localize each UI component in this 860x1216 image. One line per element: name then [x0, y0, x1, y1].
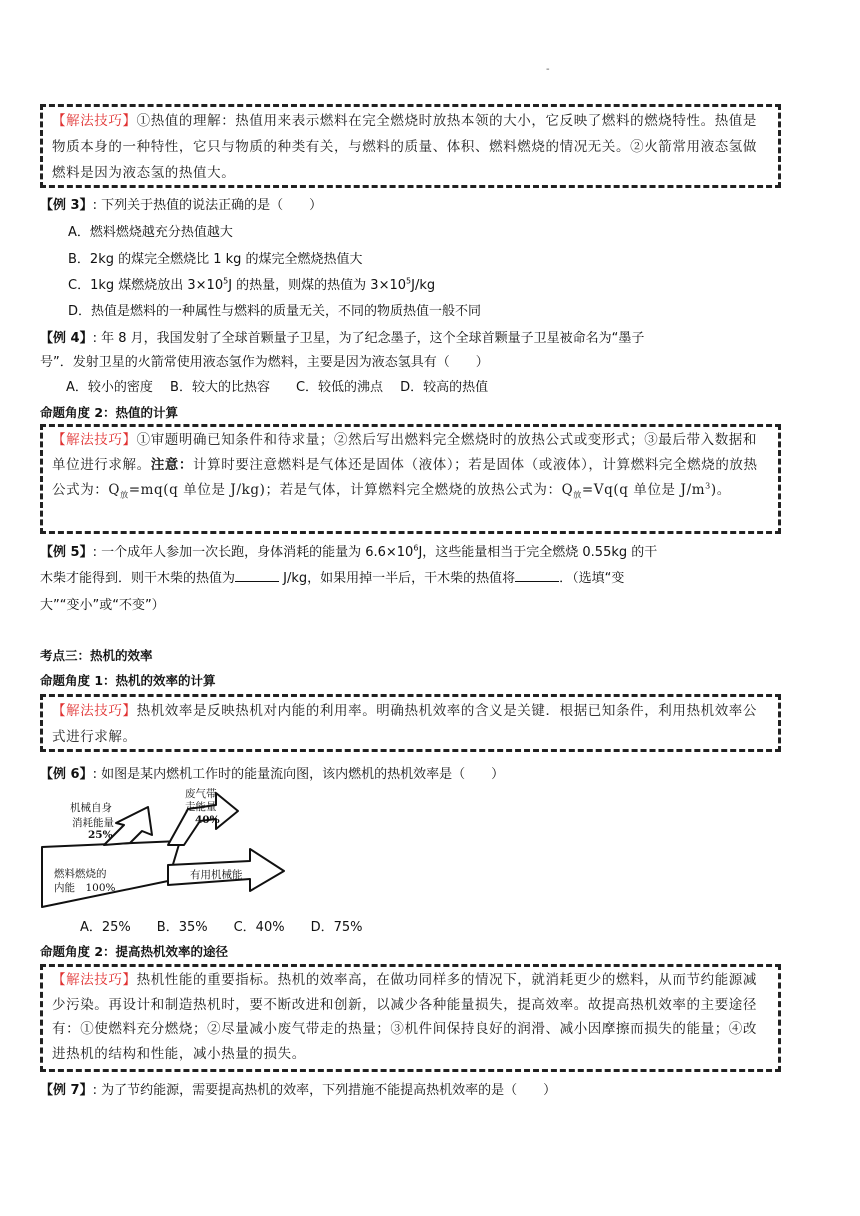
energy-exponent: 6: [413, 543, 419, 553]
self-label-2: 消耗能量: [72, 817, 114, 829]
option-c-sup: 5: [223, 276, 229, 286]
example-5-text-2a: 木柴才能得到．则干木柴的热值为: [40, 571, 236, 586]
header-mark: -: [546, 64, 550, 75]
useful-label: 有用机械能: [190, 869, 243, 881]
tip-body-5: )。: [710, 482, 731, 498]
example-4-line-1: [40, 327, 644, 346]
exhaust-label-2: 走能量: [185, 801, 217, 813]
example-5-text-1b: J，这些能量相当于完全燃烧 0.55kg 的干: [418, 545, 658, 560]
option-c-mid: J 的热量，则煤的热值为 3×10: [228, 278, 407, 293]
example-4-options: A．较小的密度 B．较大的比热容 C．较低的沸点 D．较高的热值: [66, 380, 489, 395]
example-3-option-c: [68, 274, 435, 293]
tip-body: ①热值的理解：热值用来表示燃料在完全燃烧时放热本领的大小，它反映了燃料的燃烧特性。热值是物质本身的一种特性，它只与物质的种类有关，与燃料的质量、体积、燃料燃烧的情况无关。②火箭常用液态氢做燃料是因为液态氢的热值大。: [52, 113, 758, 181]
example-label: 【例 6】: [40, 767, 93, 782]
example-6-options: A．25% B．35% C．40% D．75%: [80, 920, 363, 935]
example-stem-text: : 如图是某内燃机工作时的能量流向图，该内燃机的热机效率是（ ）: [92, 767, 505, 782]
tip-body-4: =Vq(q 单位是 J/m: [581, 482, 706, 498]
fuel-label-1: 燃料燃烧的: [54, 868, 107, 880]
example-5-line-3: 大”“变小”或“不变”）: [40, 598, 165, 613]
exhaust-label-1: 废气带: [185, 788, 217, 800]
tip-label: 【解法技巧】: [52, 703, 137, 719]
example-label: 【例 7】: [40, 1083, 93, 1098]
answer-blank-change[interactable]: [515, 569, 559, 582]
example-3-option-b: B．2kg 的煤完全燃烧比 1 kg 的煤完全燃烧热值大: [68, 252, 363, 267]
tip-text-efficiency: [52, 698, 768, 750]
tip-text-heat-value: [52, 108, 768, 186]
tip-body: 热机性能的重要指标。热机的效率高，在做功同样多的情况下，就消耗更少的燃料，从而节约能源减少污染。再设计和制造热机时，要不断改进和创新，以减少各种能量损失，提高效率。故提高热机效率的主要途径有：①使燃料充分燃烧；②尽量减小废气带走的热量；③机件间保持良好的润滑、减小因摩擦而损失的能量；④改进热机的结构和性能，减小热量的损失。: [52, 972, 758, 1062]
answer-blank-heat-value[interactable]: [235, 569, 279, 582]
option-c-post: J/kg: [411, 278, 436, 293]
example-3-stem: [40, 194, 322, 213]
option-c-pre: C．1kg 煤燃烧放出 3×10: [68, 278, 224, 293]
tip-label: 【解法技巧】: [52, 972, 137, 988]
example-4-line-2: 号”．发射卫星的火箭常使用液态氢作为燃料，主要是因为液态氢具有（ ）: [40, 355, 489, 370]
q-subscript: 放: [120, 490, 129, 500]
exhaust-pct: 40%: [195, 814, 220, 826]
example-5-text-2b: J/kg，如果用掉一半后，干木柴的热值将: [279, 571, 516, 586]
q-subscript: 放: [573, 490, 582, 500]
tip-body-2: 计算时要注意燃料是气体还是固体（液体）；若是固体（或液体），计算燃料完全燃烧的放热公式为：Q: [52, 457, 758, 498]
example-5-line-2: [40, 567, 624, 586]
example-5-line-1: [40, 541, 657, 560]
m-cubed-sup: 3: [705, 481, 711, 491]
example-5-text-1: : 一个成年人参加一次长跑，身体消耗的能量为 6.6×10: [92, 545, 414, 560]
example-5-text-2c: ．（选填“变: [559, 571, 625, 586]
energy-flow-svg: [40, 785, 300, 913]
self-label-1: 机械自身: [70, 802, 112, 814]
heading-angle-1-efficiency: 命题角度 1：热机的效率的计算: [40, 673, 216, 688]
self-pct: 25%: [88, 829, 113, 841]
example-label: 【例 3】: [40, 198, 93, 213]
note-label: 注意：: [150, 457, 194, 473]
heading-section-3: 考点三：热机的效率: [40, 648, 153, 663]
example-label: 【例 5】: [40, 545, 93, 560]
tip-body-3: =mq(q 单位是 J/kg)；若是气体，计算燃料完全燃烧的放热公式为：Q: [128, 482, 574, 498]
fuel-label-2: 内能 100%: [54, 882, 116, 894]
energy-flow-diagram: [40, 785, 300, 913]
tip-body: 热机效率是反映热机对内能的利用率。明确热机效率的含义是关键．根据已知条件，利用热机效率公式进行求解。: [52, 703, 758, 745]
example-stem-text: : 为了节约能源，需要提高热机的效率，下列措施不能提高热机效率的是（ ）: [92, 1083, 557, 1098]
heading-angle-2-calc: 命题角度 2：热值的计算: [40, 405, 179, 420]
example-4-text-1: : 年 8 月，我国发射了全球首颗量子卫星，为了纪念墨子，这个全球首颗量子卫星被命名为“墨子: [92, 331, 645, 346]
example-stem-text: : 下列关于热值的说法正确的是（ ）: [92, 198, 323, 213]
example-6-stem: [40, 763, 504, 782]
tip-text-heat-calc: [52, 428, 768, 503]
heading-angle-2-improve: 命题角度 2：提高热机效率的途径: [40, 944, 229, 959]
example-label: 【例 4】: [40, 331, 93, 346]
tip-text-improve-efficiency: [52, 968, 768, 1066]
example-7-stem: [40, 1079, 556, 1098]
tip-body-1: ①审题明确已知条件和待求量；②然后写出燃料完全燃烧时的放热公式或变形式；③最后带入数据和单位进行求解。: [52, 432, 758, 473]
tip-label: 【解法技巧】: [52, 113, 137, 129]
example-3-option-a: A．燃料燃烧越充分热值越大: [68, 225, 233, 240]
option-c-sup2: 5: [406, 276, 412, 286]
tip-label: 【解法技巧】: [52, 432, 137, 448]
example-3-option-d: D．热值是燃料的一种属性与燃料的质量无关，不同的物质热值一般不同: [68, 304, 482, 319]
